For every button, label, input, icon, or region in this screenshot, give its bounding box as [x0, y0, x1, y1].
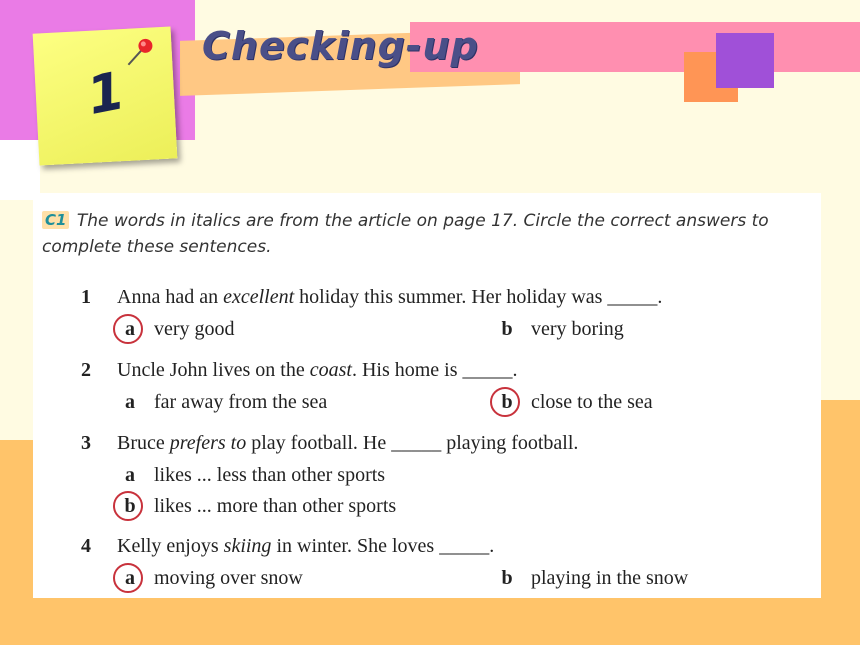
- exercise-card: [33, 193, 821, 598]
- option-letter: a: [125, 318, 135, 340]
- question-number: 4: [81, 535, 91, 557]
- background-orange-band-bottom: [0, 598, 860, 645]
- slide-number: 1: [82, 61, 130, 127]
- option-text: playing in the snow: [531, 567, 689, 589]
- option-letter: b: [501, 391, 513, 413]
- option-letter: a: [125, 464, 135, 486]
- exercise-header: [42, 208, 812, 260]
- option-text: likes ... more than other sports: [154, 495, 397, 517]
- question-text-after: in winter. She loves _____.: [271, 535, 495, 557]
- question-text-after: holiday this summer. Her holiday was _____.: [294, 286, 663, 308]
- option-text: moving over snow: [154, 567, 303, 589]
- question-2: [33, 359, 821, 421]
- background-white-strip: [0, 140, 40, 200]
- pushpin-icon: [123, 37, 159, 69]
- background-orange-block-right: [820, 400, 860, 645]
- option-letter: b: [501, 318, 513, 340]
- question-3: [33, 432, 821, 528]
- question-keyword: skiing: [223, 535, 272, 557]
- option-letter: b: [501, 567, 513, 589]
- question-text-before: Anna had an: [117, 286, 224, 308]
- question-text-before: Bruce: [117, 432, 170, 454]
- option-text: very boring: [531, 318, 624, 340]
- purple-square-decoration: [716, 33, 774, 88]
- exercise-instructions: [42, 211, 769, 257]
- option-text: close to the sea: [531, 391, 653, 413]
- question-text-after: play football. He _____ playing football.: [246, 432, 579, 454]
- question-text-before: Kelly enjoys: [117, 535, 224, 557]
- question-number: 2: [81, 359, 91, 381]
- instructions-text: The words in italics are from the article on page 17. Circle the correct answers to complete these sentences.: [42, 211, 769, 257]
- slide-title: Checking-up: [202, 24, 479, 68]
- question-text: [117, 535, 494, 558]
- question-text: [117, 432, 578, 455]
- question-4: [33, 535, 821, 597]
- question-1: [33, 286, 821, 348]
- question-text: [117, 359, 518, 382]
- question-number: 1: [81, 286, 91, 308]
- question-keyword: excellent: [223, 286, 295, 308]
- question-text: [117, 286, 662, 309]
- option-text: likes ... less than other sports: [154, 464, 386, 486]
- exercise-badge: C1: [42, 211, 69, 229]
- option-letter: b: [124, 495, 136, 517]
- question-text-after: . His home is _____.: [351, 359, 518, 381]
- option-letter: a: [125, 391, 135, 413]
- sticky-note: [33, 26, 178, 165]
- question-number: 3: [81, 432, 91, 454]
- option-text: very good: [154, 318, 235, 340]
- option-text: far away from the sea: [154, 391, 328, 413]
- question-keyword: prefers to: [169, 432, 247, 454]
- question-text-before: Uncle John lives on the: [117, 359, 310, 381]
- question-keyword: coast: [309, 359, 352, 381]
- option-letter: a: [125, 567, 135, 589]
